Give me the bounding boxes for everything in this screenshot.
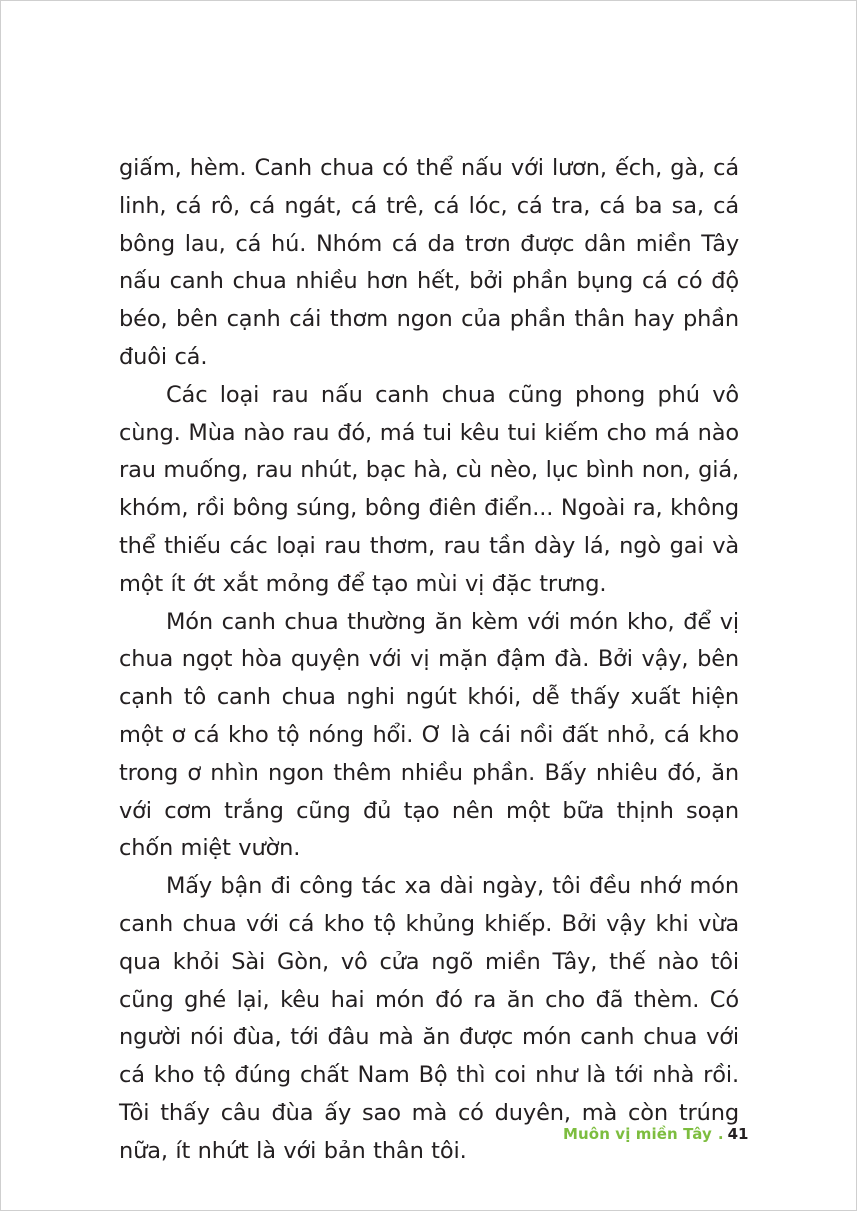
- footer-separator: .: [717, 1125, 724, 1143]
- paragraph-2: Các loại rau nấu canh chua cũng phong phú vô cùng. Mùa nào rau đó, má tui kêu tui kiếm cho má nào rau muống, rau nhút, bạc hà, cù nèo, lục bình non, giá, khóm, rồi bông súng, bông điên điển... Ngoài ra, không thể thiếu các loại rau thơm, rau tần dày lá, ngò gai và một ít ớt xắt mỏng để tạo mùi vị đặc trưng.: [119, 381, 739, 597]
- page-number: 41: [727, 1125, 749, 1143]
- book-title: Muôn vị miền Tây: [563, 1125, 712, 1143]
- paragraph-4: Mấy bận đi công tác xa dài ngày, tôi đều nhớ món canh chua với cá kho tộ khủng khiếp. Bởi vậy khi vừa qua khỏi Sài Gòn, vô cửa ngõ miền Tây, thế nào tôi cũng ghé lại, kêu hai món đó ra ăn cho đã thèm. Có người nói đùa, tới đâu mà ăn được món canh chua với cá kho tộ đúng chất Nam Bộ thì coi như là tới nhà rồi. Tôi thấy câu đùa ấy sao mà có duyên, mà còn trúng nữa, ít nhứt là với bản thân tôi.: [119, 873, 739, 1164]
- paragraph-3: Món canh chua thường ăn kèm với món kho, để vị chua ngọt hòa quyện với vị mặn đậm đà. Bởi vậy, bên cạnh tô canh chua nghi ngút khói, dễ thấy xuất hiện một ơ cá kho tộ nóng hổi. Ơ là cái nồi đất nhỏ, cá kho trong ơ nhìn ngon thêm nhiều phần. Bấy nhiêu đó, ăn với cơm trắng cũng đủ tạo nên một bữa thịnh soạn chốn miệt vườn.: [119, 608, 739, 862]
- page-footer: [563, 1125, 748, 1149]
- body-text: [119, 150, 739, 1171]
- paragraph-1: giấm, hèm. Canh chua có thể nấu với lươn, ếch, gà, cá linh, cá rô, cá ngát, cá trê, cá lóc, cá tra, cá ba sa, cá bông lau, cá hú. Nhóm cá da trơn được dân miền Tây nấu canh chua nhiều hơn hết, bởi phần bụng cá có độ béo, bên cạnh cái thơm ngon của phần thân hay phần đuôi cá.: [119, 155, 739, 370]
